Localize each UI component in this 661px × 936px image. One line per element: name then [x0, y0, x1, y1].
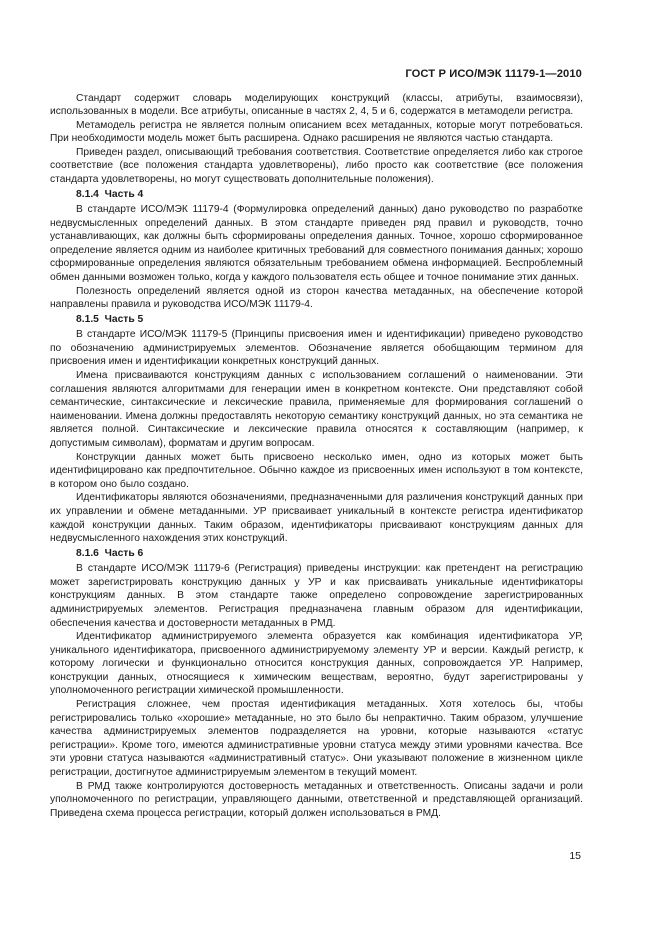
paragraph: Регистрация сложнее, чем простая идентификация метаданных. Хотя хотелось бы, чтобы регистрировались только «хорошие» метаданные, но это было бы непрактично. Таким образом, улучшение качества администрируемых элементов подразделяется на уровни, которые называются «статус регистрации». Кроме того, имеются административные уровни статуса между этими уровнями качества. Все эти уровни статуса называются «административный статус». Они указывают положение в жизненном цикле регистрации, достигнутое администрируемым элементом в текущий момент.: [50, 699, 583, 779]
standard-header: ГОСТ Р ИСО/МЭК 11179-1—2010: [405, 68, 582, 80]
paragraph: Приведен раздел, описывающий требования соответствия. Соответствие определяется либо как строгое соответствие (все положения стандарта удовлетворены), либо просто как соответствие (все положения стандарта удовлетворены, но могут существовать дополнительные положения).: [50, 146, 583, 186]
paragraph: Имена присваиваются конструкциям данных с использованием соглашений о наименовании. Эти соглашения являются алгоритмами для генерации имен в конкретном контексте. Они представляют собой семантические, синтаксические и лексические правила, применяемые для формирования соглашений о наименовании. Имена должны предоставлять некоторую семантику конструкций данных, но эта семантика не является полной. Синтаксические и лексические правила относятся к составляющим (например, к допустимым символам), форматам и другим вопросам.: [50, 370, 583, 449]
paragraph: В стандарте ИСО/МЭК 11179-4 (Формулировка определений данных) дано руководство по разработке недвусмысленных определений данных. В этом стандарте приведен ряд правил и руководств, точно устанавливающих, как должны быть сформированы определения данных. Точное, хорошо сформированное определение является одним из наиболее критичных требований для совместного понимания данных; хорошо сформированные определения являются обязательным требованием обмена информацией. Беспроблемный обмен данными возможен только, когда у каждого пользователя есть общее и точное понимание этих данных.: [50, 204, 583, 284]
section-heading-8-1-5: 8.1.5 Часть 5: [76, 313, 144, 325]
paragraph: В стандарте ИСО/МЭК 11179-5 (Принципы присвоения имен и идентификации) приведено руководство по обозначению администрируемых элементов. Обозначение является обобщающим термином для присвоения имен и идентификации конкретных конструкций данных.: [50, 329, 583, 368]
section-heading-8-1-4: 8.1.4 Часть 4: [76, 188, 144, 200]
paragraph: Конструкции данных может быть присвоено несколько имен, одно из которых может быть идентифицировано как предпочтительное. Обычно каждое из присвоенных имен используют в том контексте, в котором оно было создано.: [50, 451, 583, 490]
paragraph: В РМД также контролируются достоверность метаданных и ответственность. Описаны задачи и роли уполномоченного по регистрации, управляющего данными, ответственной и представляющей организаций. Приведена схема процесса регистрации, который должен использоваться в РМД.: [50, 780, 583, 819]
paragraph: Идентификаторы являются обозначениями, предназначенными для различения конструкций данных при их управлении и обмене метаданными. УР присваивает уникальный в контексте регистра идентификатор каждой конструкции данных. Таким образом, идентификаторы присваивают конструкциям данных для недвусмысленного нахождения этих конструкций.: [50, 492, 583, 545]
paragraph: Полезность определений является одной из сторон качества метаданных, на обеспечение которой направлены правила и руководства ИСО/МЭК 11179-4.: [50, 285, 583, 311]
page-number: 15: [569, 850, 581, 862]
paragraph: Стандарт содержит словарь моделирующих конструкций (классы, атрибуты, взаимосвязи), использованных в модели. Все атрибуты, описанные в частях 2, 4, 5 и 6, содержатся в метамодели регистра.: [50, 92, 583, 118]
paragraph: В стандарте ИСО/МЭК 11179-6 (Регистрация) приведены инструкции: как претендент на регистрацию может зарегистрировать конструкцию данных у УР и как присваивать уникальные идентификаторы конструкциям данных. В этом стандарте также определено сопровождение зарегистрированных администрируемых элементов. Регистрация предназначена главным образом для идентификации, обеспечения качества и достоверности метаданных в РМД.: [50, 563, 583, 629]
paragraph: Метамодель регистра не является полным описанием всех метаданных, которые могут потребоваться. При необходимости модель может быть расширена. Однако расширения не являются частью стандарта.: [50, 119, 583, 145]
section-heading-8-1-6: 8.1.6 Часть 6: [76, 547, 144, 559]
paragraph: Идентификатор администрируемого элемента образуется как комбинация идентификатора УР, уникального идентификатора, присвоенного администрируемому элементу УР и версии. Каждый регистр, к которому логически и функционально относится конструкция данных, сопровождается УР. Например, конструкции данных, относящиеся к химическим веществам, вероятно, будут зарегистрированы у уполномоченного регистрации химической промышленности.: [50, 631, 583, 697]
page-body: [50, 92, 583, 821]
